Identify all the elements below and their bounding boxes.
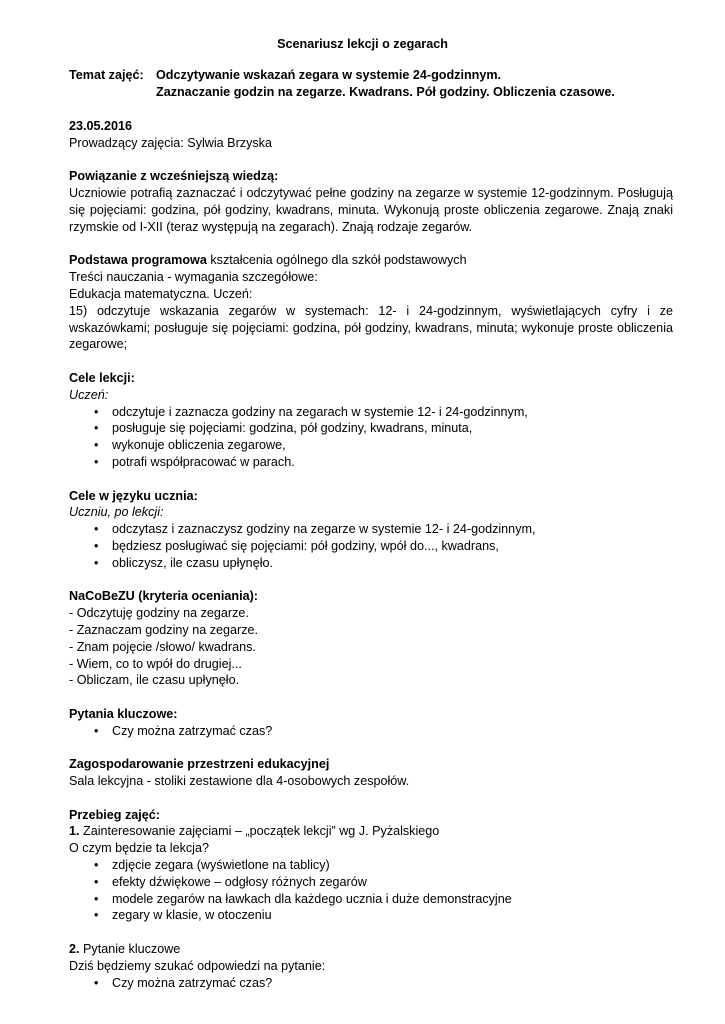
step-1-intro: O czym będzie ta lekcja? bbox=[69, 841, 209, 856]
curriculum-heading-rest: kształcenia ogólnego dla szkół podstawowych bbox=[206, 253, 467, 268]
teacher-line: Prowadzący zajęcia: Sylwia Brzyska bbox=[69, 135, 272, 150]
list-item bbox=[69, 975, 673, 992]
criteria-heading: NaCoBeZU (kryteria oceniania): bbox=[69, 589, 258, 604]
document-title: Scenariusz lekcji o zegarach bbox=[277, 37, 448, 51]
topic-line-2: Zaznaczanie godzin na zegarze. Kwadrans. Pół godziny. Obliczenia czasowe. bbox=[156, 85, 615, 99]
curriculum-text: 15) odczytuje wskazania zegarów w systemach: 12- i 24-godzinnym, wyświetlających cyfry i ze wskazówkami; posługuje się pojęciami: godzina, pół godziny, kwadrans, minuta; wykonuje proste obliczenia zegarowe; bbox=[69, 303, 673, 352]
key-questions-heading: Pytania kluczowe: bbox=[69, 706, 178, 721]
step-2-intro: Dziś będziemy szukać odpowiedzi na pytanie: bbox=[69, 958, 326, 973]
prior-knowledge-heading: Powiązanie z wcześniejszą wiedzą: bbox=[69, 169, 279, 184]
list-item-text: Czy można zatrzymać czas? bbox=[112, 975, 273, 990]
bullet-icon: • bbox=[94, 538, 99, 553]
space-text: Sala lekcyjna - stoliki zestawione dla 4-osobowych zespołów. bbox=[69, 774, 410, 789]
step-1-title bbox=[69, 823, 673, 840]
goals-heading: Cele lekcji: bbox=[69, 370, 135, 385]
step-1-title-text: Zainteresowanie zajęciami – „początek lekcji” wg J. Pyżalskiego bbox=[79, 824, 440, 839]
list-item-text: posługuje się pojęciami: godzina, pół godziny, kwadrans, minuta, bbox=[112, 421, 473, 436]
topic-line-1: Odczytywanie wskazań zegara w systemie 24-godzinnym. bbox=[156, 68, 502, 82]
step-1-list bbox=[69, 857, 673, 924]
list-item bbox=[69, 420, 673, 437]
bullet-icon: • bbox=[94, 891, 99, 906]
bullet-icon: • bbox=[94, 555, 99, 570]
space-heading: Zagospodarowanie przestrzeni edukacyjnej bbox=[69, 757, 330, 772]
step-2-title-text: Pytanie kluczowe bbox=[79, 942, 181, 957]
criteria-item: - Wiem, co to wpół do drugiej... bbox=[69, 656, 242, 671]
bullet-icon: • bbox=[94, 975, 99, 990]
list-item bbox=[69, 874, 673, 891]
list-item bbox=[69, 891, 673, 908]
step-2-title bbox=[69, 941, 673, 958]
course-heading: Przebieg zajęć: bbox=[69, 807, 160, 822]
curriculum-line-1: Treści nauczania - wymagania szczegółowe: bbox=[69, 270, 318, 285]
bullet-icon: • bbox=[94, 874, 99, 889]
list-item-text: potrafi współpracować w parach. bbox=[112, 454, 295, 469]
curriculum-line-2: Edukacja matematyczna. Uczeń: bbox=[69, 286, 253, 301]
bullet-icon: • bbox=[94, 522, 99, 537]
step-2-list bbox=[69, 975, 673, 992]
list-item bbox=[69, 723, 673, 740]
criteria-item: - Zaznaczam godziny na zegarze. bbox=[69, 622, 258, 637]
bullet-icon: • bbox=[94, 908, 99, 923]
key-questions-list bbox=[69, 723, 673, 740]
list-item-text: wykonuje obliczenia zegarowe, bbox=[112, 438, 286, 453]
student-goals-list bbox=[69, 521, 673, 571]
list-item-text: Czy można zatrzymać czas? bbox=[112, 723, 273, 738]
criteria-item: - Znam pojęcie /słowo/ kwadrans. bbox=[69, 639, 256, 654]
list-item bbox=[69, 437, 673, 454]
list-item bbox=[69, 538, 673, 555]
student-goals-intro: Uczniu, po lekcji: bbox=[69, 505, 164, 520]
list-item-text: zegary w klasie, w otoczeniu bbox=[112, 908, 272, 923]
bullet-icon: • bbox=[94, 404, 99, 419]
curriculum-heading-bold: Podstawa programowa bbox=[69, 253, 207, 268]
list-item-text: efekty dźwiękowe – odgłosy różnych zegarów bbox=[112, 874, 367, 889]
list-item-text: zdjęcie zegara (wyświetlone na tablicy) bbox=[112, 858, 330, 873]
bullet-icon: • bbox=[94, 421, 99, 436]
goals-list bbox=[69, 404, 673, 471]
topic-label: Temat zajęć: bbox=[69, 68, 144, 82]
list-item bbox=[69, 907, 673, 924]
curriculum-heading bbox=[69, 252, 673, 269]
criteria-item: - Obliczam, ile czasu upłynęło. bbox=[69, 673, 240, 688]
list-item-text: będziesz posługiwać się pojęciami: pół godziny, wpół do..., kwadrans, bbox=[112, 538, 499, 553]
list-item-text: odczytuje i zaznacza godziny na zegarach w systemie 12- i 24-godzinnym, bbox=[112, 404, 528, 419]
list-item-text: obliczysz, ile czasu upłynęło. bbox=[112, 555, 273, 570]
student-goals-heading: Cele w języku ucznia: bbox=[69, 488, 198, 503]
document-body bbox=[69, 118, 673, 991]
lesson-date: 23.05.2016 bbox=[69, 119, 133, 133]
list-item bbox=[69, 521, 673, 538]
list-item bbox=[69, 555, 673, 572]
list-item bbox=[69, 454, 673, 471]
step-1-number: 1. bbox=[69, 824, 80, 839]
bullet-icon: • bbox=[94, 454, 99, 469]
criteria-item: - Odczytuję godziny na zegarze. bbox=[69, 606, 249, 621]
list-item-text: odczytasz i zaznaczysz godziny na zegarze w systemie 12- i 24-godzinnym, bbox=[112, 522, 536, 537]
list-item-text: modele zegarów na ławkach dla każdego ucznia i duże demonstracyjne bbox=[112, 891, 512, 906]
bullet-icon: • bbox=[94, 438, 99, 453]
bullet-icon: • bbox=[94, 723, 99, 738]
goals-intro: Uczeń: bbox=[69, 387, 109, 402]
list-item bbox=[69, 857, 673, 874]
bullet-icon: • bbox=[94, 858, 99, 873]
step-2-number: 2. bbox=[69, 942, 80, 957]
list-item bbox=[69, 404, 673, 421]
prior-knowledge-text: Uczniowie potrafią zaznaczać i odczytywać pełne godziny na zegarze w systemie 12-godzinnym. Posługują się pojęciami: godzina, pół godziny, kwadrans, minuta. Wykonują proste obliczenia zegarowe. Znają znaki rzymskie od I-XII (teraz występują na zegarach). Znają rodzaje zegarów. bbox=[69, 186, 673, 234]
